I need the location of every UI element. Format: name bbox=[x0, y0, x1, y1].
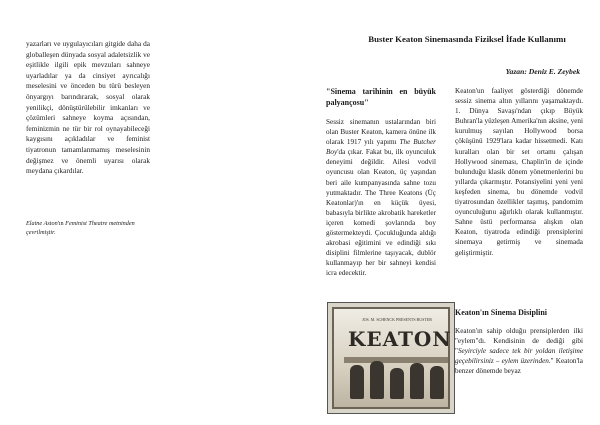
left-column-text bbox=[26, 39, 150, 177]
left-paragraph: yazarları ve uygulayıcıları gitgide daha da globalleşen dünyada sosyal adaletsizlik ve eşitlikle ilgili epik mevzuları sahneye uyarladılar ya da cinsiyet ayrıcalığı meselesini ve önceden bu türü besleyen önyargıyı barındırarak, sosyal olarak yenilikçi, dönüştürülebilir imkanları ve çözümleri sahneye koyma açısından, feminizmin ne tür bir rol oynayabileceği kaygısını açıkladılar ve feminist tiyatronun tamamlanmamış meselesinin değişmez ve önemli uyarısı olarak meydana çıkardılar. bbox=[26, 39, 150, 176]
film-title: The Butcher Boy bbox=[326, 138, 436, 157]
col-a-text-1: Sessiz sinemanın ustalarından biri olan Buster Keaton, kamera önüne ilk olarak 1917 yılı yapımı bbox=[326, 118, 436, 147]
section-heading-2: Keaton'ın Sinema Disiplini bbox=[455, 308, 548, 317]
article-column-left bbox=[326, 86, 436, 279]
poster-figure bbox=[410, 363, 424, 399]
credit-suffix: 'ın bbox=[57, 220, 66, 227]
byline-label: Yazan: bbox=[505, 67, 529, 76]
translation-credit bbox=[26, 220, 156, 237]
col-b-text-2: " Keaton'la benzer dönemde beyaz bbox=[455, 357, 583, 376]
byline bbox=[460, 67, 580, 76]
keaton-poster-image bbox=[327, 302, 455, 414]
column-a-paragraph bbox=[326, 117, 436, 279]
poster-figure bbox=[430, 366, 444, 399]
credit-book-title: Feminist Theatre bbox=[65, 220, 108, 227]
section-2 bbox=[455, 297, 583, 376]
article-column-right bbox=[455, 86, 583, 376]
poster-figure bbox=[390, 368, 404, 399]
poster-frame bbox=[332, 307, 450, 409]
col-b-text-1: Keaton'ın sahip olduğu prensiplerden ilki "eylem"dı. Kendisinin de dediği gibi " bbox=[455, 327, 583, 356]
poster-title: KEATON bbox=[348, 327, 452, 351]
poster-banner bbox=[344, 357, 448, 363]
right-page bbox=[300, 0, 600, 425]
byline-author: Deniz E. Zeybek bbox=[528, 67, 580, 76]
poster-figure bbox=[370, 361, 384, 399]
article-title: Buster Keaton Sinemasında Fiziksel İfade Kullanımı bbox=[368, 34, 566, 44]
poster-top-text: JOS. M. SCHENCK PRESENTS BUSTER bbox=[362, 317, 432, 322]
keaton-quote: Seyirciyle sadece tek bir yoldan iletişime geçebilirsiniz – eylem üzerinden. bbox=[455, 347, 583, 366]
column-b-paragraph-1: Keaton'un faaliyet gösterdiği dönemde sessiz sinema altın yıllarını yaşamaktaydı. 1. Dünya Savaşı'ndan çıkıp Büyük Buhran'la yüzleşen Amerika'nın aksine, yeni kurulmuş sayılan Hollywood borsa çöküşünü 1929'lara kadar hissetmedi. Katı kuralları olan bir set ortamı çalışan Hollywood sineması, Chaplin'in de içinde bulunduğu klasik dönem yönetmenlerini bu yıllarda çıkarmıştır. Potansiyelini yeni yeni keşfeden sinema, bu dönemde vodvil tiyatrosundan özellikler taşımış, pandomim oyunculuğunu ağırlıklı olarak kullanmıştır. Sahne üstü performansa alışkın olan Keaton, tiyatroda edindiği prensiplerini sinemaya getirmiş ve sinemada geliştirmiştir. bbox=[455, 87, 583, 257]
poster-figure bbox=[350, 365, 364, 399]
column-b-paragraph-2 bbox=[455, 326, 583, 376]
credit-rest: metninden çevrilmiştir. bbox=[26, 220, 135, 236]
section-heading-1: "Sinema tarihinin en büyük palyançosu" bbox=[326, 87, 436, 107]
col-a-text-2: 'da çıkar. Fakat bu, ilk oyunculuk deneyimi değildir. Ailesi vodvil oyuncusu olan Keaton, üç yaşından beri aile kumpanyasında sahne tozu yutmaktadır. The Three Keatons (Üç Keatonlar)'ın en küçük üyesi, babasıyla birlikte akrobatik hareketler içeren komedi şovlarında boy göstermekteydi. Çocukluğunda aldığı akrobasi eğitimini ve edindiği sıkı disiplini filmlerine taşıyacak, dublör kullanmayıp her bir sahneyi kendisi icra edecektir. bbox=[326, 148, 436, 278]
credit-author-name: Elaine Aston bbox=[26, 220, 58, 227]
